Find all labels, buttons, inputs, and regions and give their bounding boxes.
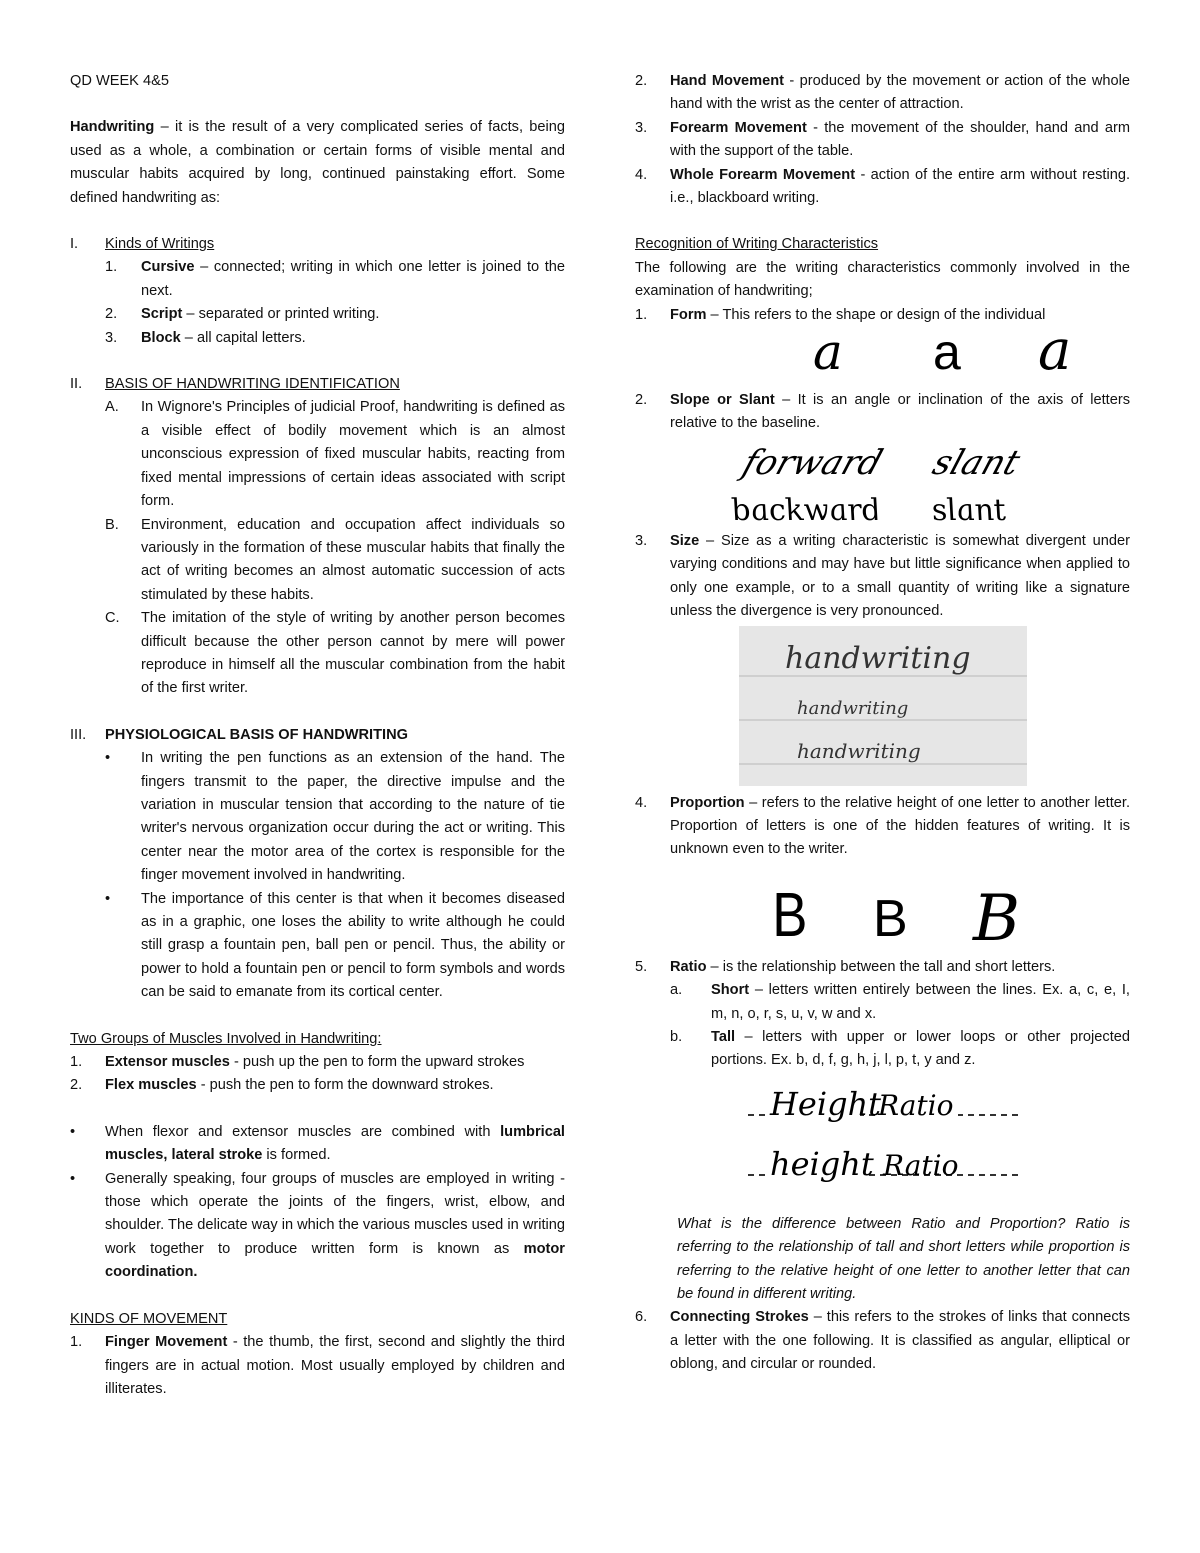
bullet-icon: • bbox=[105, 890, 111, 907]
slant-word: backward bbox=[726, 493, 885, 528]
item-term: Proportion bbox=[670, 794, 745, 811]
size-image bbox=[739, 626, 1027, 786]
item-term: Cursive bbox=[141, 259, 195, 276]
item-letter: A. bbox=[105, 399, 119, 416]
bullet-item bbox=[105, 747, 565, 887]
item-text: When flexor and extensor muscles are combined with bbox=[105, 1123, 501, 1140]
intro-term: Handwriting bbox=[70, 119, 155, 136]
movement-heading: KINDS OF MOVEMENT bbox=[70, 1310, 228, 1327]
recognition-intro: The following are the writing characteristics commonly involved in the examination of handwriting; bbox=[635, 259, 1130, 300]
list-item bbox=[670, 979, 1130, 1026]
list-item bbox=[635, 792, 1130, 862]
section-marker: II. bbox=[70, 376, 83, 393]
item-term: Form bbox=[670, 306, 707, 323]
list-item bbox=[105, 396, 565, 513]
item-term: motor coordination. bbox=[105, 1240, 565, 1281]
ratio-word: Ratio bbox=[882, 1148, 958, 1182]
item-text: – letters written entirely between the lines. Ex. a, c, e, I, m, n, o, r, s, u, v, w and x. bbox=[711, 982, 1130, 1022]
item-text: In writing the pen functions as an extension of the hand. The fingers transmit to the paper, the directive impulse and the variation in muscular tension that according to the nature of tie writer's nervous organization occur during the act or writing. This center near the motor area of the cortex is responsible for the finger movement involved in handwriting. bbox=[141, 750, 565, 884]
item-number: 4. bbox=[635, 794, 648, 811]
item-term: Extensor muscles bbox=[105, 1054, 230, 1071]
list-item bbox=[70, 1074, 565, 1097]
section-basis-heading bbox=[70, 373, 565, 396]
form-letter: a bbox=[932, 324, 961, 381]
section-heading: Kinds of Writings bbox=[105, 236, 215, 253]
item-text: – letters with upper or lower loops or other projected portions. Ex. b, d, f, g, h, j, l, p, t, y and z. bbox=[711, 1028, 1130, 1069]
list-item bbox=[635, 1306, 1130, 1376]
page-title: QD WEEK 4&5 bbox=[70, 73, 169, 89]
section-kinds-heading bbox=[70, 233, 565, 256]
item-term: lumbrical muscles, lateral stroke bbox=[105, 1123, 565, 1164]
right-column bbox=[635, 70, 1130, 1377]
form-letter: a bbox=[1037, 318, 1071, 384]
slant-word: forward bbox=[737, 443, 887, 483]
item-text: - the movement of the shoulder, hand and arm with the support of the table. bbox=[670, 119, 1131, 160]
height-ratio-figure bbox=[635, 1073, 1130, 1213]
item-text: - push up the pen to form the upward strokes bbox=[229, 1054, 525, 1071]
ratio-word: height bbox=[769, 1144, 874, 1183]
item-term: Size bbox=[670, 532, 700, 549]
bullet-item bbox=[105, 888, 565, 1005]
form-letters-image bbox=[718, 318, 1071, 389]
list-item bbox=[105, 327, 565, 350]
item-text: is formed. bbox=[262, 1147, 331, 1164]
item-text: - the thumb, the first, second and slightly the third fingers are in actual motion. Most usually employed by children and illiterates. bbox=[105, 1334, 565, 1397]
item-number: 3. bbox=[105, 329, 118, 346]
ratio-word: Height bbox=[769, 1084, 881, 1123]
slant-figure bbox=[635, 436, 1130, 530]
form-letter: a bbox=[812, 323, 843, 382]
section-marker: I. bbox=[70, 236, 79, 253]
item-letter: a. bbox=[670, 982, 683, 999]
list-item bbox=[635, 956, 1130, 979]
item-text: – Size as a writing characteristic is somewhat divergent under varying conditions and may have but little significance when applied to only one example, or to a small quantity of writing like a signature unless the divergence is very pronounced. bbox=[670, 532, 1130, 620]
item-number: 1. bbox=[105, 259, 118, 276]
item-text: The importance of this center is that when it becomes diseased as in a graphic, one loses the ability to write although he could still grasp a fountain pen, ball pen or pencil. Thus, the ability or power to hold a fountain pen or pencil to form symbols and words can be said to emanate from its cortical center. bbox=[141, 890, 565, 1001]
item-number: 4. bbox=[635, 166, 648, 183]
item-text: Generally speaking, four groups of muscles are employed in writing - those which operate the joints of the fingers, wrist, elbow, and shoulder. The delicate way in which the various muscles used in writing work together to produce written form is known as bbox=[105, 1170, 565, 1257]
item-text: – refers to the relative height of one letter to another letter. Proportion of letters is one of the hidden features of writing. It is unknown even to the writer. bbox=[670, 794, 1130, 858]
item-number: 6. bbox=[635, 1309, 648, 1326]
section-physio-heading bbox=[70, 724, 565, 747]
item-number: 2. bbox=[70, 1077, 83, 1094]
recognition-heading: Recognition of Writing Characteristics bbox=[635, 236, 879, 253]
list-item bbox=[635, 530, 1130, 624]
bullet-icon: • bbox=[70, 1170, 76, 1187]
item-number: 1. bbox=[635, 306, 648, 323]
item-text: - produced by the movement or action of the whole hand with the wrist as the center of attraction. bbox=[670, 73, 1130, 113]
item-letter: B. bbox=[105, 516, 119, 533]
list-item bbox=[635, 164, 1130, 211]
slant-word: slant bbox=[926, 493, 1010, 528]
item-text: – connected; writing in which one letter is joined to the next. bbox=[141, 259, 565, 299]
proportion-letter: B bbox=[872, 889, 908, 948]
item-number: 2. bbox=[635, 392, 648, 409]
item-number: 1. bbox=[70, 1334, 83, 1351]
item-text: Environment, education and occupation affect individuals so variously in the formation of these muscular habits that finally the act of writing becomes an almost automatic succession of acts stimulated by these habits. bbox=[141, 516, 565, 603]
list-item bbox=[105, 303, 565, 326]
item-text: – This refers to the shape or design of the individual bbox=[706, 306, 1046, 323]
size-word: handwriting bbox=[796, 697, 908, 719]
list-item bbox=[635, 117, 1130, 164]
height-ratio-image bbox=[748, 1073, 1018, 1213]
bullet-item bbox=[70, 1168, 565, 1285]
section-heading: BASIS OF HANDWRITING IDENTIFICATION bbox=[105, 376, 400, 393]
size-figure bbox=[635, 626, 1130, 792]
item-text: – separated or printed writing. bbox=[182, 306, 380, 323]
size-word: handwriting bbox=[796, 738, 921, 763]
proportion-figure bbox=[635, 862, 1130, 956]
item-number: 5. bbox=[635, 958, 648, 975]
item-text: - action of the entire arm without resting. i.e., blackboard writing. bbox=[670, 166, 1130, 207]
proportion-letter: B bbox=[972, 881, 1020, 956]
muscles-heading: Two Groups of Muscles Involved in Handwriting: bbox=[70, 1030, 382, 1047]
proportion-letter: B bbox=[771, 880, 807, 950]
item-term: Ratio bbox=[670, 958, 707, 975]
item-text: – It is an angle or inclination of the axis of letters relative to the baseline. bbox=[670, 392, 1130, 432]
item-text: In Wignore's Principles of judicial Proof, handwriting is defined as a visible effect of bodily movement which is an almost unconscious expression of fixed muscular habits, reacting from fixed mental impressions of certain ideas associated with script form. bbox=[141, 399, 565, 510]
item-term: Short bbox=[711, 982, 750, 999]
left-column bbox=[70, 70, 565, 1401]
bullet-icon: • bbox=[105, 750, 111, 767]
item-term: Block bbox=[141, 329, 181, 346]
size-word: handwriting bbox=[784, 640, 971, 676]
bullet-icon: • bbox=[70, 1123, 76, 1140]
list-item bbox=[670, 1026, 1130, 1073]
intro-paragraph bbox=[70, 116, 565, 210]
item-term: Whole Forearm Movement bbox=[670, 166, 856, 183]
item-term: Tall bbox=[711, 1028, 736, 1045]
item-text: – is the relationship between the tall and short letters. bbox=[706, 958, 1056, 975]
list-item bbox=[105, 514, 565, 608]
item-number: 2. bbox=[105, 306, 118, 323]
item-term: Hand Movement bbox=[670, 73, 785, 89]
list-item bbox=[70, 1331, 565, 1401]
bullet-item bbox=[70, 1121, 565, 1168]
item-text: – all capital letters. bbox=[180, 329, 306, 346]
item-letter: C. bbox=[105, 610, 120, 627]
ratio-word: Ratio bbox=[877, 1088, 953, 1122]
section-heading: PHYSIOLOGICAL BASIS OF HANDWRITING bbox=[105, 726, 408, 743]
item-text: – this refers to the strokes of links that connects a letter with the one following. It is classified as angular, elliptical or oblong, and circular or rounded. bbox=[670, 1309, 1130, 1373]
form-figure bbox=[635, 318, 1130, 389]
item-term: Forearm Movement bbox=[670, 119, 807, 136]
intro-text: – it is the result of a very complicated series of facts, being used as a whole, a combination or certain forms of visible mental and muscular habits acquired by long, continued painstaking effort. Some defined handwriting as: bbox=[70, 119, 565, 206]
list-item bbox=[105, 607, 565, 701]
item-term: Connecting Strokes bbox=[670, 1309, 809, 1326]
slant-image bbox=[713, 436, 1053, 530]
item-term: Finger Movement bbox=[105, 1334, 228, 1351]
item-number: 3. bbox=[635, 119, 648, 136]
item-text: The imitation of the style of writing by another person becomes difficult because the other person cannot by mere will power reproduce in himself all the muscular combination from the habit of the first writer. bbox=[141, 610, 565, 697]
proportion-image bbox=[723, 862, 1043, 956]
list-item bbox=[635, 389, 1130, 436]
section-marker: III. bbox=[70, 726, 87, 743]
item-text: - push the pen to form the downward strokes. bbox=[196, 1077, 494, 1094]
slant-word: slant bbox=[927, 443, 1025, 483]
item-term: Flex muscles bbox=[105, 1077, 197, 1094]
item-term: Script bbox=[141, 306, 183, 323]
item-number: 1. bbox=[70, 1054, 83, 1071]
item-term: Slope or Slant bbox=[670, 392, 775, 409]
item-number: 2. bbox=[635, 73, 648, 89]
list-item bbox=[635, 70, 1130, 117]
item-number: 3. bbox=[635, 532, 648, 549]
item-letter: b. bbox=[670, 1028, 683, 1045]
list-item bbox=[70, 1051, 565, 1074]
list-item bbox=[105, 256, 565, 303]
ratio-question: What is the difference between Ratio and Proportion? Ratio is referring to the relationship of tall and short letters while proportion is referring to the relative height of one letter to another letter that can be found in different writing. bbox=[677, 1215, 1130, 1302]
